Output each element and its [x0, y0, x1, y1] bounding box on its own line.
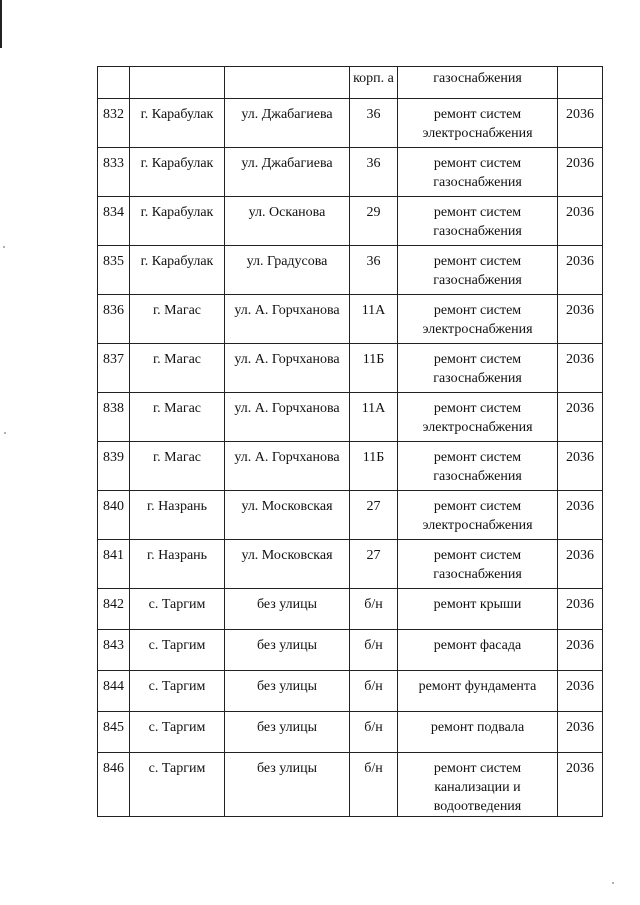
table-row — [98, 630, 603, 671]
page-edge-line — [0, 0, 2, 48]
table-row — [98, 712, 603, 753]
work-line: ремонт крыши — [433, 597, 522, 612]
cell-num: 837 — [98, 344, 130, 393]
cell-year: 2036 — [558, 491, 603, 540]
cell-work — [398, 753, 558, 817]
cell-house: б/н — [350, 589, 398, 630]
cell-house: 11Б — [350, 442, 398, 491]
cell-work — [398, 197, 558, 246]
cell-city: г. Магас — [130, 442, 225, 491]
work-line: ремонт систем — [433, 156, 522, 171]
work-line: ремонт систем — [433, 761, 522, 776]
table-row — [98, 671, 603, 712]
cell-num: 838 — [98, 393, 130, 442]
table-row-continuation — [98, 67, 603, 99]
work-line: ремонт систем — [433, 205, 522, 220]
cell-city: г. Магас — [130, 344, 225, 393]
scan-dot — [4, 432, 6, 434]
cell-year: 2036 — [558, 246, 603, 295]
work-line: ремонт систем — [433, 401, 522, 416]
cell-street: ул. Джабагиева — [225, 148, 350, 197]
cell-street: ул. А. Горчханова — [225, 344, 350, 393]
table-row — [98, 99, 603, 148]
table-row — [98, 197, 603, 246]
cell-street: без улицы — [225, 671, 350, 712]
cell-work — [398, 671, 558, 712]
cell-num: 842 — [98, 589, 130, 630]
cell-house: б/н — [350, 630, 398, 671]
scan-dot — [3, 246, 5, 248]
cell-city: г. Карабулак — [130, 197, 225, 246]
cell-work — [398, 540, 558, 589]
work-line: ремонт подвала — [430, 720, 525, 735]
cell-street: ул. Московская — [225, 491, 350, 540]
cell-num — [98, 67, 130, 99]
cell-year: 2036 — [558, 393, 603, 442]
cell-work — [398, 295, 558, 344]
cell-num: 841 — [98, 540, 130, 589]
cell-year: 2036 — [558, 540, 603, 589]
work-line: газоснабжения — [433, 224, 522, 239]
cell-num: 845 — [98, 712, 130, 753]
cell-work: газоснабжения — [398, 67, 558, 99]
cell-num: 843 — [98, 630, 130, 671]
table-row — [98, 393, 603, 442]
cell-work — [398, 442, 558, 491]
cell-work — [398, 712, 558, 753]
cell-street: ул. Московская — [225, 540, 350, 589]
table-row — [98, 295, 603, 344]
cell-work — [398, 630, 558, 671]
cell-num: 833 — [98, 148, 130, 197]
work-line: электроснабжения — [422, 322, 533, 337]
table-row — [98, 540, 603, 589]
cell-num: 839 — [98, 442, 130, 491]
table-row — [98, 148, 603, 197]
table-row — [98, 442, 603, 491]
table-row — [98, 491, 603, 540]
cell-house: 29 — [350, 197, 398, 246]
cell-num: 836 — [98, 295, 130, 344]
work-line: электроснабжения — [422, 420, 533, 435]
cell-work — [398, 99, 558, 148]
work-line: ремонт систем — [433, 303, 522, 318]
cell-street: без улицы — [225, 630, 350, 671]
work-line: газоснабжения — [433, 371, 522, 386]
cell-house: 27 — [350, 491, 398, 540]
work-line: канализации и — [434, 780, 521, 795]
cell-street — [225, 67, 350, 99]
cell-street: без улицы — [225, 589, 350, 630]
cell-work — [398, 344, 558, 393]
cell-work — [398, 589, 558, 630]
table-body — [98, 67, 603, 817]
cell-work — [398, 393, 558, 442]
cell-work — [398, 491, 558, 540]
cell-street: без улицы — [225, 753, 350, 817]
cell-work — [398, 148, 558, 197]
cell-year: 2036 — [558, 197, 603, 246]
work-line: ремонт фасада — [433, 638, 522, 653]
cell-year: 2036 — [558, 753, 603, 817]
cell-year: 2036 — [558, 295, 603, 344]
cell-street: ул. Осканова — [225, 197, 350, 246]
cell-year: 2036 — [558, 442, 603, 491]
cell-house: б/н — [350, 671, 398, 712]
cell-num: 832 — [98, 99, 130, 148]
work-line: газоснабжения — [433, 175, 522, 190]
cell-city: с. Таргим — [130, 630, 225, 671]
cell-city: с. Таргим — [130, 712, 225, 753]
cell-num: 846 — [98, 753, 130, 817]
work-line: ремонт систем — [433, 352, 522, 367]
cell-house: 27 — [350, 540, 398, 589]
table-row — [98, 753, 603, 817]
cell-house: 11Б — [350, 344, 398, 393]
work-line: газоснабжения — [433, 469, 522, 484]
work-line: ремонт систем — [433, 450, 522, 465]
cell-street: ул. А. Горчханова — [225, 295, 350, 344]
work-line: электроснабжения — [422, 126, 533, 141]
cell-house: 11А — [350, 393, 398, 442]
cell-year: 2036 — [558, 148, 603, 197]
cell-house: 36 — [350, 148, 398, 197]
cell-street: ул. А. Горчханова — [225, 393, 350, 442]
cell-street: ул. Градусова — [225, 246, 350, 295]
cell-num: 840 — [98, 491, 130, 540]
cell-house: 36 — [350, 99, 398, 148]
table-row — [98, 589, 603, 630]
work-line: водоотведения — [433, 799, 522, 814]
work-line: ремонт систем — [433, 548, 522, 563]
cell-city: г. Назрань — [130, 540, 225, 589]
cell-year: 2036 — [558, 630, 603, 671]
cell-year: 2036 — [558, 671, 603, 712]
cell-city: г. Карабулак — [130, 148, 225, 197]
scan-dot — [612, 882, 614, 884]
work-line: ремонт систем — [433, 254, 522, 269]
cell-city: г. Магас — [130, 393, 225, 442]
cell-city: с. Таргим — [130, 589, 225, 630]
table-row — [98, 246, 603, 295]
work-line: ремонт систем — [433, 499, 522, 514]
cell-city: г. Назрань — [130, 491, 225, 540]
cell-house: 36 — [350, 246, 398, 295]
cell-year: 2036 — [558, 99, 603, 148]
work-line: электроснабжения — [422, 518, 533, 533]
cell-city: г. Карабулак — [130, 246, 225, 295]
cell-num: 844 — [98, 671, 130, 712]
cell-house: 11А — [350, 295, 398, 344]
cell-street: без улицы — [225, 712, 350, 753]
work-line: газоснабжения — [433, 273, 522, 288]
table-row — [98, 344, 603, 393]
cell-city: г. Магас — [130, 295, 225, 344]
cell-city: г. Карабулак — [130, 99, 225, 148]
work-line: ремонт фундамента — [418, 679, 537, 694]
cell-street: ул. Джабагиева — [225, 99, 350, 148]
cell-city — [130, 67, 225, 99]
cell-city: с. Таргим — [130, 671, 225, 712]
cell-year: 2036 — [558, 589, 603, 630]
cell-work — [398, 246, 558, 295]
cell-year — [558, 67, 603, 99]
repair-schedule-table — [97, 66, 603, 817]
work-line: ремонт систем — [433, 107, 522, 122]
cell-house: б/н — [350, 753, 398, 817]
cell-street: ул. А. Горчханова — [225, 442, 350, 491]
cell-num: 834 — [98, 197, 130, 246]
cell-city: с. Таргим — [130, 753, 225, 817]
cell-house: б/н — [350, 712, 398, 753]
cell-num: 835 — [98, 246, 130, 295]
cell-year: 2036 — [558, 712, 603, 753]
cell-house: корп. а — [350, 67, 398, 99]
cell-year: 2036 — [558, 344, 603, 393]
work-line: газоснабжения — [433, 567, 522, 582]
